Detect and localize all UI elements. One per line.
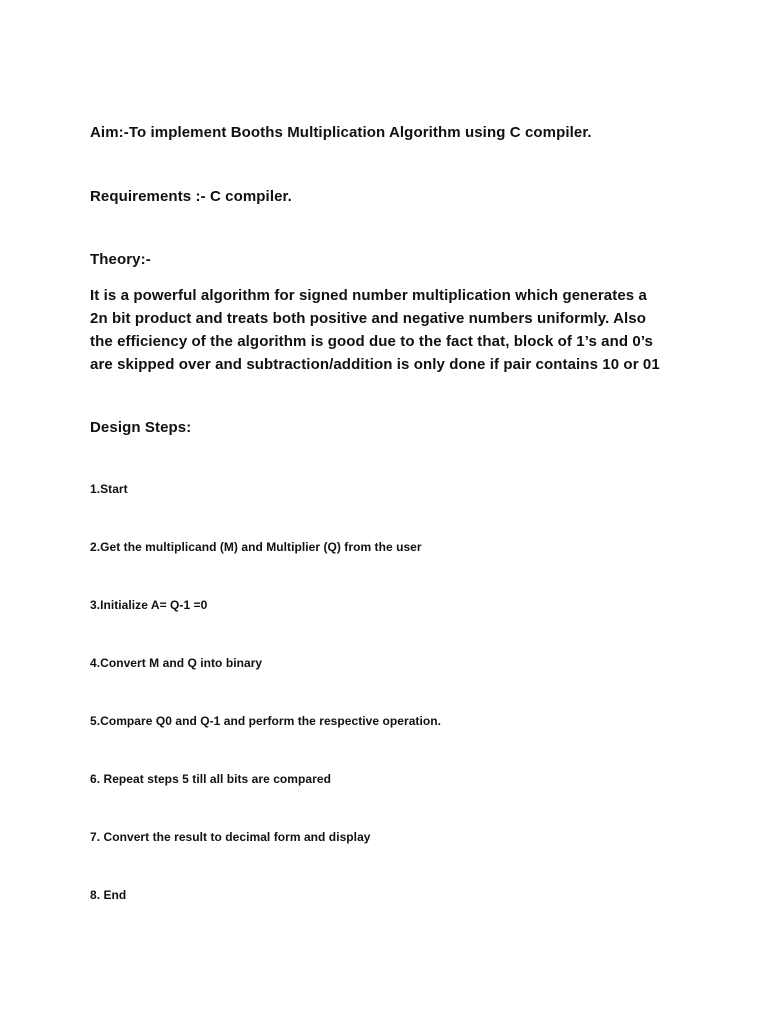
- theory-line: It is a powerful algorithm for signed number multiplication which generates a: [90, 287, 647, 304]
- theory-heading: Theory:-: [90, 251, 151, 268]
- design-step: 3.Initialize A= Q-1 =0: [90, 598, 208, 612]
- theory-line: the efficiency of the algorithm is good due to the fact that, block of 1’s and 0’s: [90, 333, 653, 350]
- requirements-line: Requirements :- C compiler.: [90, 188, 292, 205]
- design-step: 7. Convert the result to decimal form and display: [90, 830, 371, 844]
- design-step: 5.Compare Q0 and Q-1 and perform the respective operation.: [90, 714, 441, 728]
- design-steps-heading: Design Steps:: [90, 419, 192, 436]
- design-step: 6. Repeat steps 5 till all bits are compared: [90, 772, 331, 786]
- theory-line: are skipped over and subtraction/addition is only done if pair contains 10 or 01: [90, 356, 660, 373]
- design-step: 8. End: [90, 888, 127, 902]
- aim-line: Aim:-To implement Booths Multiplication Algorithm using C compiler.: [90, 124, 592, 141]
- theory-paragraph: [90, 284, 660, 376]
- design-step: 4.Convert M and Q into binary: [90, 656, 263, 670]
- design-step: 1.Start: [90, 482, 128, 496]
- theory-line: 2n bit product and treats both positive and negative numbers uniformly. Also: [90, 310, 646, 327]
- design-step: 2.Get the multiplicand (M) and Multiplier (Q) from the user: [90, 540, 422, 554]
